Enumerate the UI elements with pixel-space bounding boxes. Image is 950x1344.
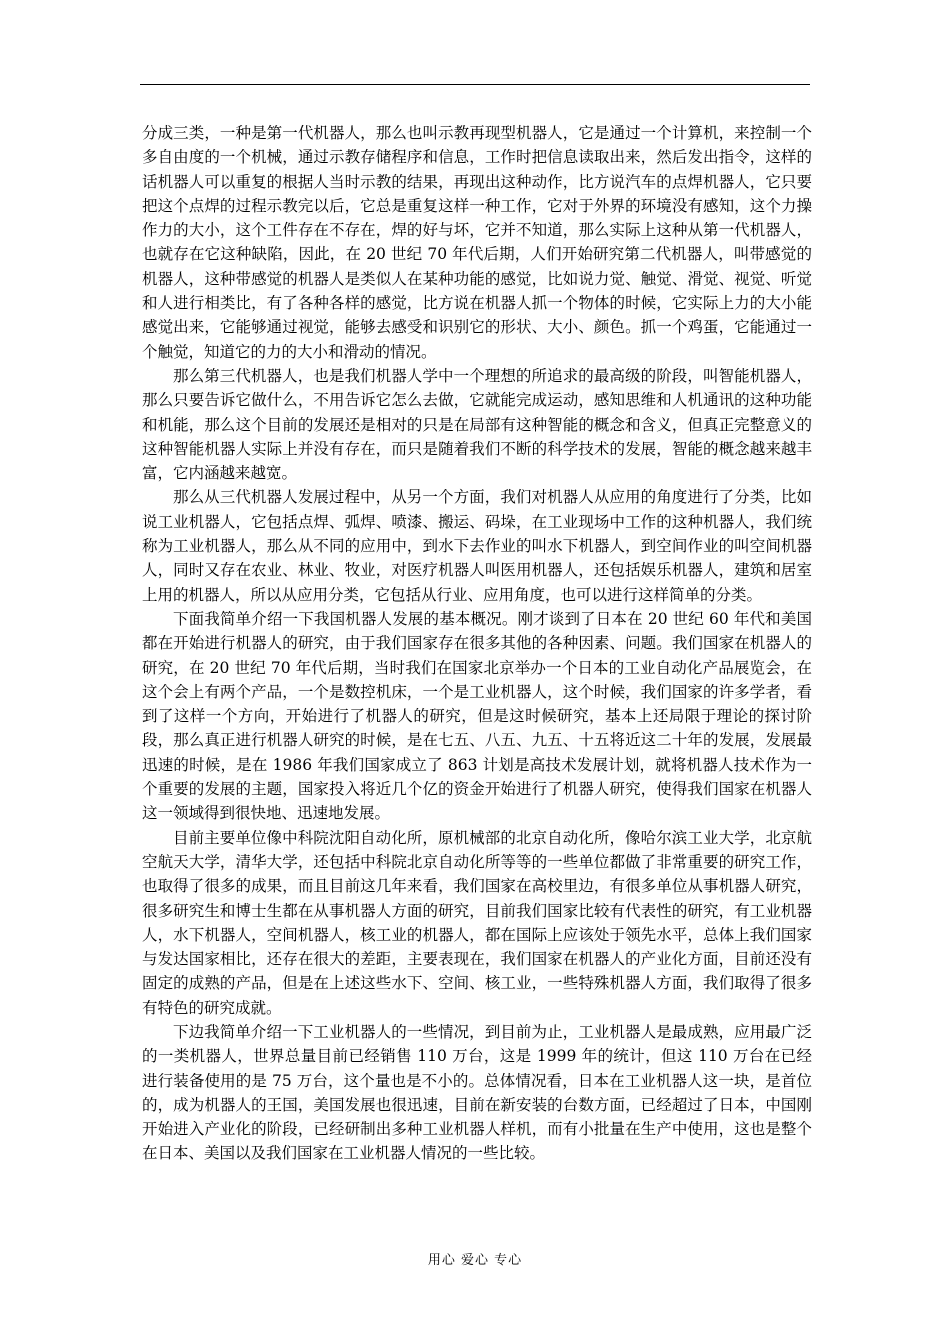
paragraph-6: 下边我简单介绍一下工业机器人的一些情况，到目前为止，工业机器人是最成熟，应用最广泛的一类机器人，世界总量目前已经销售 110 万台，这是 1999 年的统计，但这 110 万台在已经进行装备使用的是 75 万台，这个量也是不小的。总体情况看，日本在工业机器人这一块，是首位的，成为机器人的王国，美国发展也很迅速，目前在新安装的台数方面，已经超过了日本，中国刚开始进入产业化的阶段，已经研制出多种工业机器人样机，而有小批量在生产中使用，这也是整个在日本、美国以及我们国家在工业机器人情况的一些比较。 [142, 1022, 812, 1163]
document-body [142, 121, 812, 1166]
paragraph-3: 那么从三代机器人发展过程中，从另一个方面，我们对机器人从应用的角度进行了分类，比如说工业机器人，它包括点焊、弧焊、喷漆、搬运、码垛，在工业现场中工作的这种机器人，我们统称为工业机器人，那么从不同的应用中，到水下去作业的叫水下机器人，到空间作业的叫空间机器人，同时又存在农业、林业、牧业，对医疗机器人叫医用机器人，还包括娱乐机器人，建筑和居室上用的机器人，所以从应用分类，它包括从行业、应用角度，也可以进行这样简单的分类。 [142, 488, 812, 604]
paragraph-1: 分成三类，一种是第一代机器人，那么也叫示教再现型机器人，它是通过一个计算机，来控制一个多自由度的一个机械，通过示教存储程序和信息，工作时把信息读取出来，然后发出指令，这样的话机器人可以重复的根据人当时示教的结果，再现出这种动作，比方说汽车的点焊机器人，它只要把这个点焊的过程示教完以后，它总是重复这样一种工作，它对于外界的环境没有感知，这个力操作力的大小，这个工件存在不存在，焊的好与坏，它并不知道，那么实际上这种从第一代机器人，也就存在它这种缺陷，因此，在 20 世纪 70 年代后期，人们开始研究第二代机器人，叫带感觉的机器人，这种带感觉的机器人是类似人在某种功能的感觉，比如说力觉、触觉、滑觉、视觉、听觉和人进行相类比，有了各种各样的感觉，比方说在机器人抓一个物体的时候，它实际上力的大小能感觉出来，它能够通过视觉，能够去感受和识别它的形状、大小、颜色。抓一个鸡蛋，它能通过一个触觉，知道它的力的大小和滑动的情况。 [142, 124, 812, 361]
paragraph-2: 那么第三代机器人，也是我们机器人学中一个理想的所追求的最高级的阶段，叫智能机器人，那么只要告诉它做什么，不用告诉它怎么去做，它就能完成运动，感知思维和人机通讯的这种功能和机能，那么这个目前的发展还是相对的只是在局部有这种智能的概念和含义，但真正完整意义的这种智能机器人实际上并没有存在，而只是随着我们不断的科学技术的发展，智能的概念越来越丰富，它内涵越来越宽。 [142, 366, 812, 483]
paragraph-4: 下面我简单介绍一下我国机器人发展的基本概况。刚才谈到了日本在 20 世纪 60 年代和美国都在开始进行机器人的研究，由于我们国家存在很多其他的各种因素、问题。我们国家在机器人的研究，在 20 世纪 70 年代后期，当时我们在国家北京举办一个日本的工业自动化产品展览会，在这个会上有两个产品，一个是数控机床，一个是工业机器人，这个时候，我们国家的许多学者，看到了这样一个方向，开始进行了机器人的研究，但是这时候研究，基本上还局限于理论的探讨阶段，那么真正进行机器人研究的时候，是在七五、八五、九五、十五将近这二十年的发展，发展最迅速的时候，是在 1986 年我们国家成立了 863 计划是高技术发展计划，就将机器人技术作为一个重要的发展的主题，国家投入将近几个亿的资金开始进行了机器人研究，使得我们国家在机器人这一领域得到很快地、迅速地发展。 [142, 609, 812, 823]
page-footer: 用心 爱心 专心 [427, 1253, 523, 1268]
paragraph-5: 目前主要单位像中科院沈阳自动化所，原机械部的北京自动化所，像哈尔滨工业大学，北京航空航天大学，清华大学，还包括中科院北京自动化所等等的一些单位都做了非常重要的研究工作，也取得了很多的成果，而且目前这几年来看，我们国家在高校里边，有很多单位从事机器人研究，很多研究生和博士生都在从事机器人方面的研究，目前我们国家比较有代表性的研究，有工业机器人，水下机器人，空间机器人，核工业的机器人，都在国际上应该处于领先水平，总体上我们国家与发达国家相比，还存在很大的差距，主要表现在，我们国家在机器人的产业化方面，目前还没有固定的成熟的产品，但是在上述这些水下、空间、核工业，一些特殊机器人方面，我们取得了很多有特色的研究成就。 [142, 828, 812, 1017]
header-rule [140, 84, 810, 85]
